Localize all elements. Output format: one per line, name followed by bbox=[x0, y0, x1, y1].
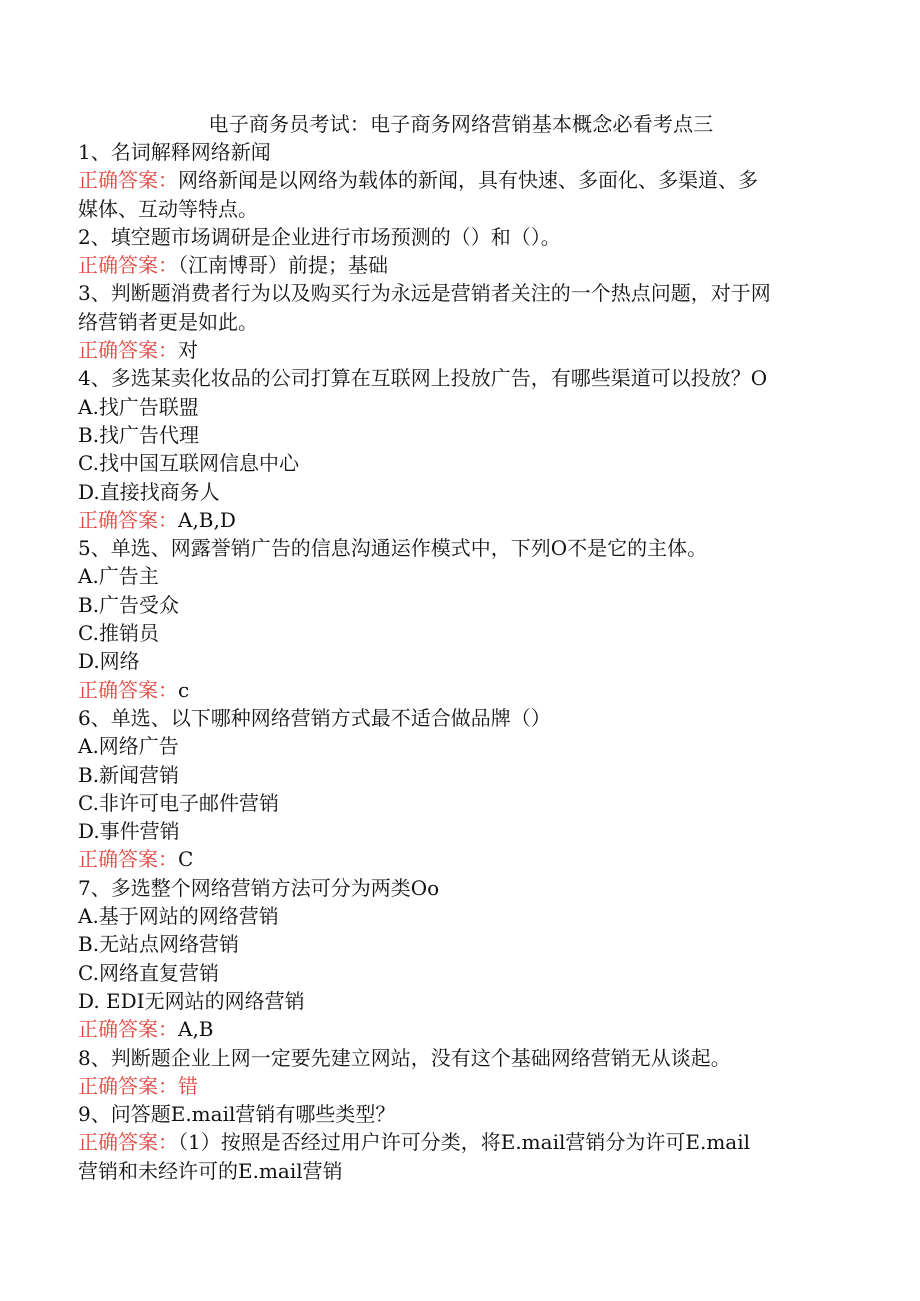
question-text: 9、问答题E.mail营销有哪些类型？ bbox=[78, 1102, 396, 1127]
question-block bbox=[78, 1100, 830, 1185]
answer-option: A.找广告联盟 bbox=[78, 394, 199, 419]
answer-option: B.广告受众 bbox=[78, 592, 180, 617]
answer-option: A.基于网站的网络营销 bbox=[78, 904, 279, 929]
answer-label: 正确答案： bbox=[78, 847, 178, 872]
answer-option: D. EDI无网站的网络营销 bbox=[78, 988, 305, 1013]
answer-label: 正确答案： bbox=[78, 677, 178, 702]
question-block bbox=[78, 279, 830, 364]
answer-text: 错 bbox=[178, 1073, 198, 1098]
answer-text: A,B bbox=[178, 1017, 214, 1042]
answer-option: A.广告主 bbox=[78, 564, 159, 589]
question-list bbox=[78, 138, 830, 1185]
question-text: 络营销者更是如此。 bbox=[78, 309, 258, 334]
answer-label: 正确答案： bbox=[78, 1130, 178, 1155]
answer-option: D.事件营销 bbox=[78, 819, 180, 844]
answer-option: B.新闻营销 bbox=[78, 762, 180, 787]
answer-option: D.网络 bbox=[78, 649, 140, 674]
answer-line bbox=[78, 506, 830, 534]
question-block bbox=[78, 364, 830, 534]
answer-option: B.无站点网络营销 bbox=[78, 932, 240, 957]
answer-option: C.推销员 bbox=[78, 621, 159, 646]
answer-option: C.网络直复营销 bbox=[78, 960, 219, 985]
answer-line bbox=[78, 1157, 830, 1185]
question-text: 4、多选某卖化妆品的公司打算在互联网上投放广告，有哪些渠道可以投放？O bbox=[78, 366, 768, 391]
question-text: 8、判断题企业上网一定要先建立网站，没有这个基础网络营销无从谈起。 bbox=[78, 1045, 731, 1070]
answer-option: A.网络广告 bbox=[78, 734, 179, 759]
answer-text: （1）按照是否经过用户许可分类，将E.mail营销分为许可E.mail bbox=[178, 1130, 751, 1155]
answer-line bbox=[78, 1015, 830, 1043]
answer-text: A,B,D bbox=[178, 507, 236, 532]
answer-line bbox=[78, 1128, 830, 1156]
answer-text: 对 bbox=[178, 338, 198, 363]
answer-text: 媒体、互动等特点。 bbox=[78, 196, 258, 221]
answer-line bbox=[78, 1072, 830, 1100]
answer-label: 正确答案： bbox=[78, 1017, 178, 1042]
answer-label: 正确答案： bbox=[78, 253, 178, 278]
answer-text: （江南博哥）前提；基础 bbox=[178, 253, 388, 278]
answer-text: 网络新闻是以网络为载体的新闻，具有快速、多面化、多渠道、多 bbox=[178, 168, 758, 193]
answer-option: D.直接找商务人 bbox=[78, 479, 220, 504]
question-text: 6、单选、以下哪种网络营销方式最不适合做品牌（） bbox=[78, 705, 551, 730]
answer-line bbox=[78, 676, 830, 704]
question-text: 5、单选、网露誉销广告的信息沟通运作模式中，下列O不是它的主体。 bbox=[78, 536, 708, 561]
answer-line bbox=[78, 336, 830, 364]
answer-text: c bbox=[178, 677, 190, 702]
question-block bbox=[78, 704, 830, 874]
question-block bbox=[78, 223, 830, 280]
answer-line bbox=[78, 251, 830, 279]
answer-text: 营销和未经许可的E.mail营销 bbox=[78, 1158, 343, 1183]
question-text: 3、判断题消费者行为以及购买行为永远是营销者关注的一个热点问题，对于网 bbox=[78, 281, 771, 306]
answer-label: 正确答案： bbox=[78, 338, 178, 363]
answer-label: 正确答案： bbox=[78, 1073, 178, 1098]
answer-label: 正确答案： bbox=[78, 507, 178, 532]
question-block bbox=[78, 138, 830, 223]
answer-text: C bbox=[178, 847, 194, 872]
answer-line bbox=[78, 166, 830, 194]
question-text: 1、名词解释网络新闻 bbox=[78, 140, 271, 164]
question-block bbox=[78, 1044, 830, 1101]
answer-option: C.找中国互联网信息中心 bbox=[78, 451, 299, 476]
question-block bbox=[78, 534, 830, 704]
document-title: 电子商务员考试：电子商务网络营销基本概念必看考点三 bbox=[208, 112, 714, 136]
question-text: 2、填空题市场调研是企业进行市场预测的（）和（）。 bbox=[78, 224, 561, 249]
question-block bbox=[78, 874, 830, 1044]
answer-line bbox=[78, 845, 830, 873]
answer-label: 正确答案： bbox=[78, 168, 178, 193]
answer-option: C.非许可电子邮件营销 bbox=[78, 790, 279, 815]
answer-line bbox=[78, 195, 830, 223]
question-text: 7、多选整个网络营销方法可分为两类Oo bbox=[78, 875, 440, 900]
answer-option: B.找广告代理 bbox=[78, 422, 200, 447]
